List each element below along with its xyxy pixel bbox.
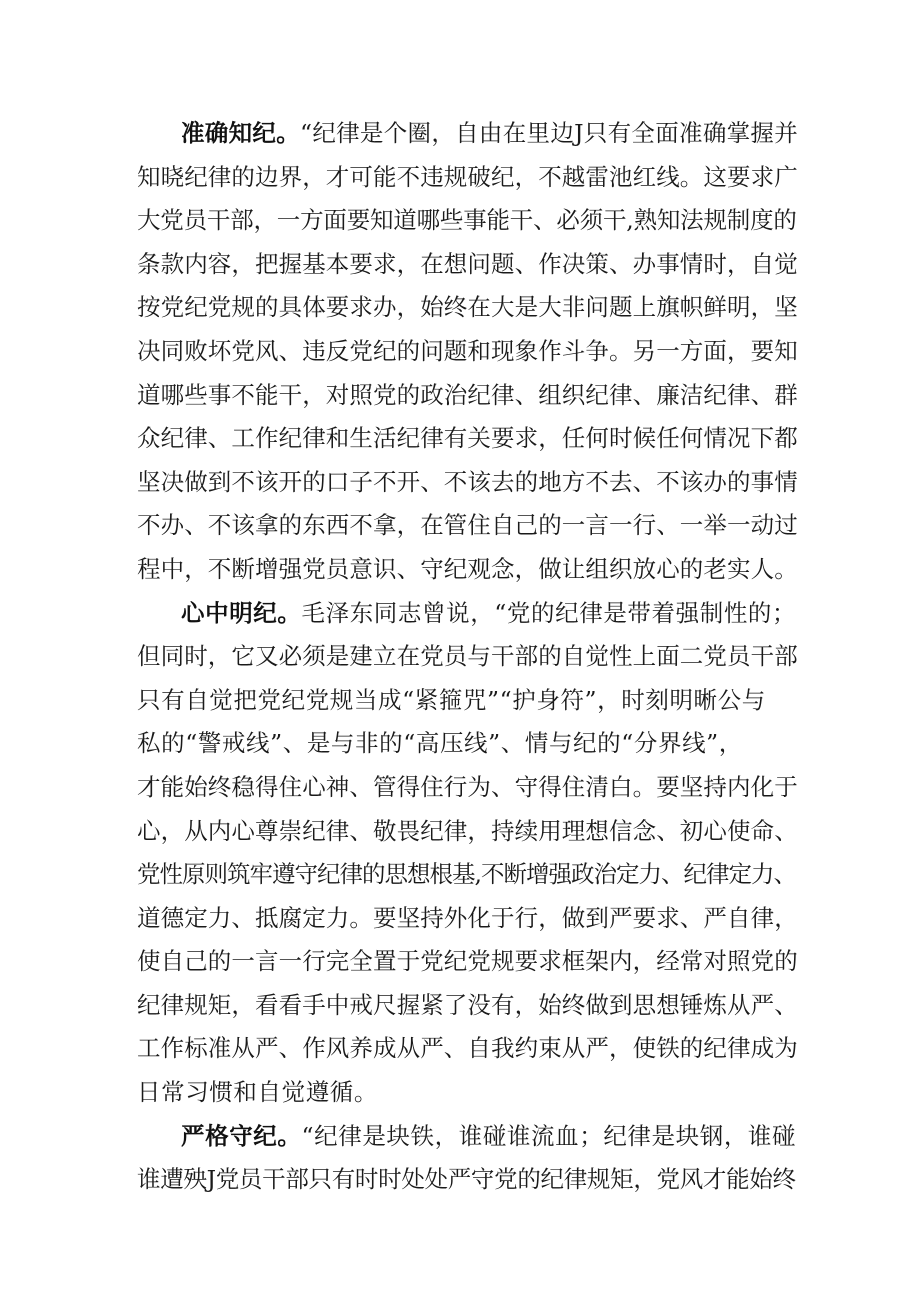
- text-line: 使自己的一言一行完全置于党纪党规要求框架内，经常对照党的: [137, 947, 798, 976]
- text-line: 但同时，它又必须是建立在党员与干部的自觉性上面二党员干部: [137, 642, 798, 671]
- text-line: 众纪律、工作纪律和生活纪律有关要求，任何时候任何情况下都: [137, 424, 798, 453]
- text-line: 心，从内心尊崇纪律、敬畏纪律，持续用理想信念、初心使命、: [137, 816, 798, 845]
- text-line: 不办、不该拿的东西不拿，在管住自己的一言一行、一举一动过: [137, 511, 798, 540]
- text-line: 党性原则筑牢遵守纪律的思想根基,不断增强政治定力、纪律定力、: [137, 860, 796, 889]
- text-line: 才能始终稳得住心神、管得住行为、守得住清白。要坚持内化于: [137, 772, 798, 801]
- text-line: 工作标准从严、作风养成从严、自我约束从严，使铁的纪律成为: [137, 1034, 798, 1063]
- text-line: 程中，不断增强党员意识、守纪观念，做让组织放心的老实人。: [137, 554, 798, 583]
- paragraph-first-line: [137, 112, 797, 156]
- text-line: “纪律是个圈，自由在里边J只有全面准确掌握并: [300, 119, 799, 147]
- text-line: 日常习惯和自觉遵循。: [137, 1078, 378, 1107]
- text-line: 按党纪党规的具体要求办，始终在大是大非问题上旗帜鲜明，坚: [137, 293, 798, 322]
- paragraph-heading: 严格守纪。: [181, 1121, 302, 1150]
- text-line: 决同败坏党风、违反党纪的问题和现象作斗争。另一方面，要知: [137, 336, 798, 365]
- body-text: [137, 112, 797, 1202]
- text-line: 条款内容，把握基本要求，在想问题、作决策、办事情时，自觉: [137, 249, 798, 278]
- text-line: 坚决做到不该开的口子不开、不该去的地方不去、不该办的事情: [137, 467, 798, 496]
- text-line: 知晓纪律的边界，才可能不违规破纪，不越雷池红线。这要求广: [137, 162, 798, 191]
- text-line: 道哪些事不能干，对照党的政治纪律、组织纪律、廉洁纪律、群: [137, 380, 798, 409]
- text-line: “纪律是块铁，谁碰谁流血；纪律是块钢，谁碰: [301, 1121, 797, 1150]
- text-line: 道德定力、抵腐定力。要坚持外化于行，做到严要求、严自律，: [137, 903, 798, 932]
- text-line: 毛泽东同志曾说，“党的纪律是带着强制性的；: [301, 598, 797, 627]
- paragraph-accurate-discipline: [137, 112, 797, 592]
- text-line: 只有自觉把党纪党规当成“紧箍咒”“护身符”，时刻明晰公与: [137, 685, 766, 714]
- paragraph-strict-discipline: [137, 1115, 797, 1202]
- text-line: 私的“警戒线”、是与非的“高压线”、情与纪的“分界线”，: [137, 729, 743, 758]
- paragraph-heading: 准确知纪。: [181, 119, 300, 147]
- paragraph-heading: 心中明纪。: [181, 598, 302, 627]
- text-line: 纪律规矩，看看手中戒尺握紧了没有，始终做到思想锤炼从严、: [137, 990, 798, 1019]
- paragraph-first-line: [137, 592, 797, 636]
- text-line: 大党员干部，一方面要知道哪些事能干、必须干,熟知法规制度的: [137, 206, 797, 235]
- text-line: 谁遭殃J党员干部只有时时处处严守党的纪律规矩，党风才能始终: [137, 1165, 796, 1194]
- paragraph-first-line: [137, 1115, 797, 1159]
- paragraph-clear-discipline: [137, 592, 797, 1115]
